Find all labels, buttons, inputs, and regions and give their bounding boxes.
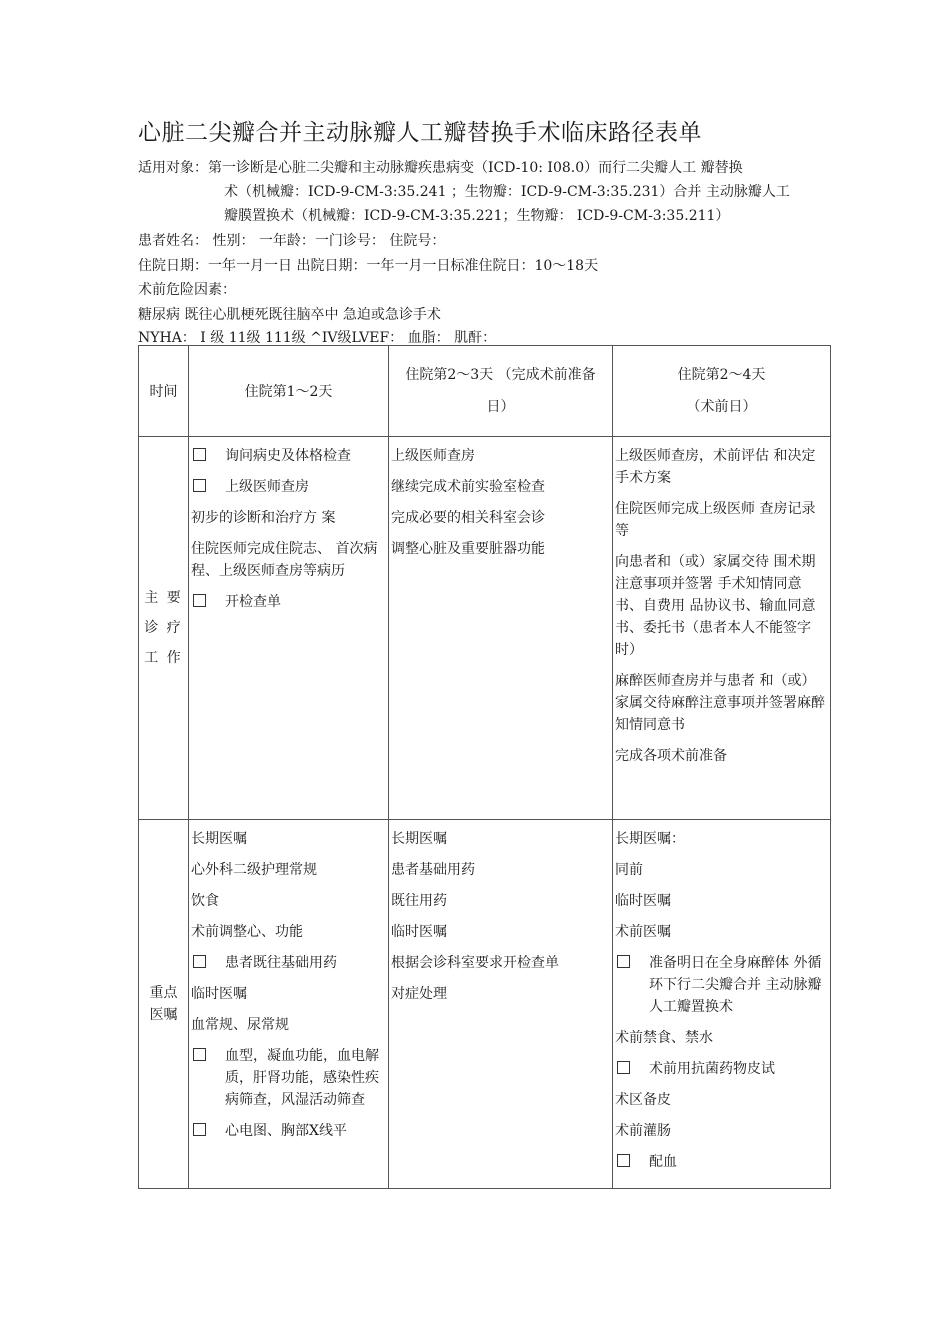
checkbox-icon[interactable] [191,1045,225,1067]
list-item [391,828,610,850]
list-item [615,828,828,850]
list-item-text: 心外科二级护理常规 [191,862,317,878]
scope-line-2: 术（机械瓣：ICD-9-CM-3:35.241 ；生物瓣：ICD-9-CM-3:35.231）合并 主动脉瓣人工 [224,184,790,200]
header-day1-2 [189,346,389,437]
list-item-text: 询问病史及体格检查 [225,448,351,464]
list-item [191,591,386,613]
list-item [615,952,828,1018]
list-item [615,745,828,767]
orders-day2-4-list [613,820,830,1188]
list-item [191,476,386,498]
list-item [191,1045,386,1111]
list-item [191,507,386,529]
list-item-text: 患者基础用药 [391,862,475,878]
checkbox-icon[interactable] [191,591,225,613]
list-item-text: 临时医嘱 [391,924,447,940]
checkbox-icon[interactable] [615,1058,649,1080]
main-work-label [139,437,189,820]
list-item-text: 调整心脏及重要脏器功能 [391,541,545,557]
list-item [391,538,610,560]
nyha-line: NYHA： I 级 11级 111级 ^IV级LVEF： 血脂： 肌酐： [138,330,497,346]
orders-day1-2-list [189,820,388,1157]
list-item-text: 既往用药 [391,893,447,909]
list-item-text: 准备明日在全身麻醉体 外循环下行二尖瓣合并 主动脉瓣人工瓣置换术 [649,955,822,1015]
list-item [191,445,386,467]
scope-line-3: 瓣膜置换术（机械瓣：ICD-9-CM-3:35.221；生物瓣： ICD-9-CM-3:35.211） [224,208,730,224]
list-item-text: 血常规、尿常规 [191,1017,289,1033]
list-item [615,1089,828,1111]
header-day2-4-line2: （术前日） [686,399,757,415]
list-item-text: 继续完成术前实验室检查 [391,479,545,495]
header-day1-2-label: 住院第1〜2天 [244,384,333,400]
list-item-text: 心电图、胸部X线平 [225,1123,347,1139]
page-title: 心脏二尖瓣合并主动脉瓣人工瓣替换手术临床路径表单 [138,120,702,146]
list-item [615,445,828,489]
list-item-text: 术前禁食、禁水 [615,1030,713,1046]
orders-label-1: 重点 [149,985,178,1001]
list-item-text: 血型，凝血功能，血电解质，肝肾功能，感染性疾病筛查，风湿活动筛查 [225,1048,379,1108]
list-item-text: 长期医嘱 [391,831,447,847]
list-item [615,498,828,542]
main-work-row [139,437,831,820]
main-work-day2-3 [389,437,613,820]
list-item [391,890,610,912]
list-item [191,921,386,943]
scope-line-1: 适用对象：第一诊断是心脏二尖瓣和主动脉瓣疾患病变（ICD-10: I08.0）而行二尖瓣人工 瓣替换 [138,160,743,176]
list-item [191,1014,386,1036]
clinical-pathway-table [138,345,831,1189]
main-work-day2-3-list [389,437,612,575]
checkbox-icon[interactable] [615,952,649,974]
list-item-text: 长期医嘱： [615,831,685,847]
checkbox-icon[interactable] [191,952,225,974]
list-item [391,921,610,943]
patient-info-line: 患者姓名： 性别： 一年龄：一门诊号： 住院号： [138,233,446,249]
main-work-day2-4 [613,437,831,820]
checkbox-icon[interactable] [191,476,225,498]
list-item-text: 住院医师完成住院志、 首次病程、上级医师查房等病历 [191,541,378,579]
orders-label-2: 医嘱 [149,1007,178,1023]
list-item-text: 术前灌肠 [615,1123,671,1139]
main-work-label-3: 工 作 [144,650,183,666]
scope-block [138,156,838,228]
list-item-text: 麻醉医师查房并与患者 和（或）家属交待麻醉注意事项并签署麻醉知情同意书 [615,673,825,733]
list-item-text: 向患者和（或）家属交待 围术期注意事项并签署 手术知情同意书、自费用 品协议书、输血同意书、委托书（患者本人不能签字时） [615,554,816,658]
list-item-text: 上级医师查房，术前评估 和决定手术方案 [615,448,816,486]
list-item [191,859,386,881]
list-item-text: 患者既往基础用药 [225,955,337,971]
list-item-text: 完成各项术前准备 [615,748,727,764]
list-item-text: 上级医师查房 [391,448,475,464]
list-item [391,983,610,1005]
list-item-text: 术前医嘱 [615,924,671,940]
risk-items: 糖尿病 既往心肌梗死既往脑卒中 急迫或急诊手术 [138,307,441,323]
main-work-day2-4-list [613,437,830,782]
list-item [391,476,610,498]
list-item-text: 同前 [615,862,643,878]
main-work-day1-2 [189,437,389,820]
list-item [615,670,828,736]
list-item [191,952,386,974]
list-item [191,828,386,850]
dates-line: 住院日期：一年一月一日 出院日期：一年一月一日标准住院日：10〜18天 [138,258,599,274]
risk-label: 术前危险因素： [138,282,236,298]
list-item [391,445,610,467]
header-time-label: 时间 [149,384,178,400]
orders-day2-4 [613,820,831,1189]
list-item [391,859,610,881]
header-day2-4 [613,346,831,437]
list-item-text: 配血 [649,1154,677,1170]
list-item-text: 上级医师查房 [225,479,309,495]
orders-label [139,820,189,1189]
list-item-text: 长期医嘱 [191,831,247,847]
main-work-day1-2-list [189,437,388,628]
header-day2-3-line2: 日） [486,399,515,415]
list-item-text: 完成必要的相关科室会诊 [391,510,545,526]
list-item [191,890,386,912]
list-item-text: 术前调整心、功能 [191,924,303,940]
list-item [391,507,610,529]
list-item-text: 临时医嘱 [615,893,671,909]
checkbox-icon[interactable] [191,1120,225,1142]
list-item [615,859,828,881]
list-item [191,983,386,1005]
list-item [391,952,610,974]
list-item [615,921,828,943]
list-item [615,1151,828,1173]
list-item-text: 饮食 [191,893,219,909]
list-item-text: 术前用抗菌药物皮试 [649,1061,775,1077]
table-header-row [139,346,831,437]
list-item-text: 对症处理 [391,986,447,1002]
list-item [615,1058,828,1080]
header-time [139,346,189,437]
list-item [615,1120,828,1142]
orders-day2-3-list [389,820,612,1020]
list-item-text: 开检查单 [225,594,281,610]
header-day2-3-line1: 住院第2〜3天 （完成术前准备 [405,367,596,383]
list-item [615,890,828,912]
main-work-label-2: 诊 疗 [144,620,183,636]
list-item [615,1027,828,1049]
orders-day2-3 [389,820,613,1189]
list-item [191,1120,386,1142]
list-item-text: 初步的诊断和治疗方 案 [191,510,336,526]
orders-row [139,820,831,1189]
list-item-text: 术区备皮 [615,1092,671,1108]
main-work-label-1: 主 要 [144,590,183,606]
list-item [615,551,828,661]
list-item [191,538,386,582]
checkbox-icon[interactable] [615,1151,649,1173]
checkbox-icon[interactable] [191,445,225,467]
orders-day1-2 [189,820,389,1189]
list-item-text: 根据会诊科室要求开检查单 [391,955,559,971]
list-item-text: 住院医师完成上级医师 查房记录等 [615,501,816,539]
header-day2-4-line1: 住院第2〜4天 [677,367,766,383]
list-item-text: 临时医嘱 [191,986,247,1002]
header-day2-3 [389,346,613,437]
